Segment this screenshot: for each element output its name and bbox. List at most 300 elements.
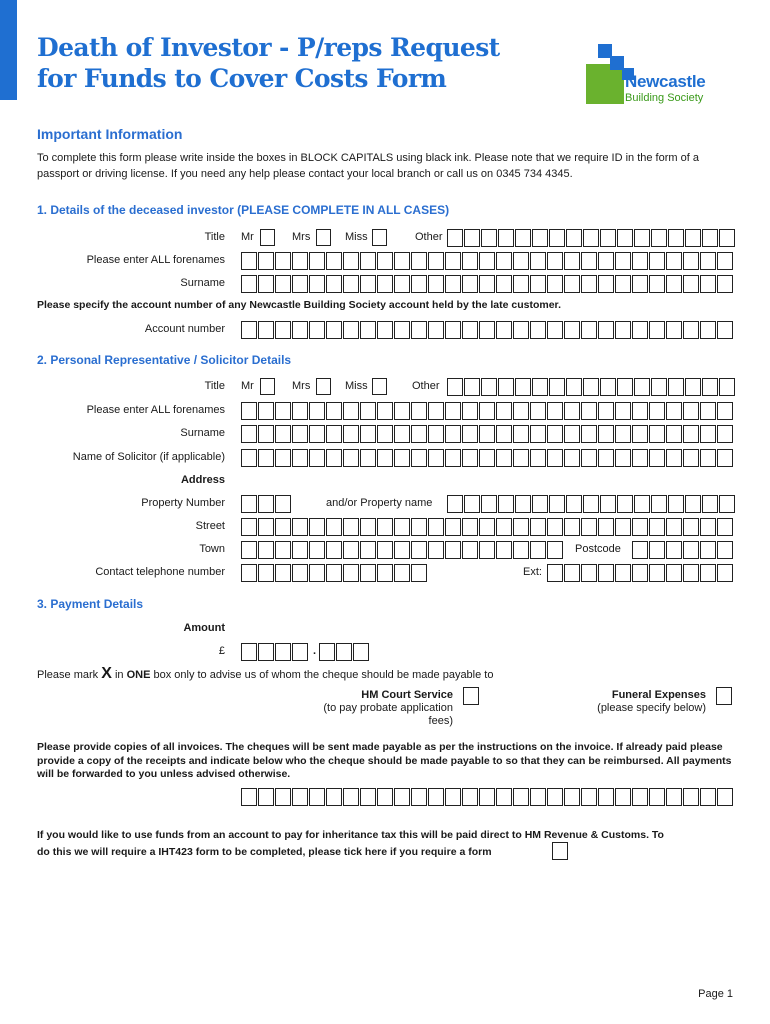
char-box[interactable] [275,321,291,339]
char-box[interactable] [683,541,699,559]
char-box[interactable] [649,425,665,443]
char-box[interactable] [377,541,393,559]
char-box[interactable] [275,402,291,420]
char-box[interactable] [496,275,512,293]
char-box[interactable] [241,425,257,443]
char-box[interactable] [394,518,410,536]
char-box[interactable] [377,321,393,339]
char-box[interactable] [258,425,274,443]
char-box[interactable] [717,541,733,559]
char-box[interactable] [353,643,369,661]
char-box[interactable] [666,425,682,443]
char-box[interactable] [326,402,342,420]
char-box[interactable] [275,425,291,443]
s1-account-field[interactable] [241,321,734,339]
char-box[interactable] [258,495,274,513]
char-box[interactable] [717,788,733,806]
char-box[interactable] [513,402,529,420]
char-box[interactable] [360,541,376,559]
s2-mr-checkbox[interactable] [260,378,275,395]
char-box[interactable] [717,321,733,339]
char-box[interactable] [700,275,716,293]
char-box[interactable] [615,402,631,420]
char-box[interactable] [343,275,359,293]
char-box[interactable] [649,402,665,420]
char-box[interactable] [479,449,495,467]
char-box[interactable] [275,252,291,270]
char-box[interactable] [666,321,682,339]
char-box[interactable] [700,321,716,339]
char-box[interactable] [326,449,342,467]
char-box[interactable] [447,229,463,247]
char-box[interactable] [717,402,733,420]
char-box[interactable] [513,321,529,339]
char-box[interactable] [462,252,478,270]
char-box[interactable] [309,788,325,806]
char-box[interactable] [496,252,512,270]
char-box[interactable] [428,425,444,443]
char-box[interactable] [634,378,650,396]
char-box[interactable] [513,788,529,806]
char-box[interactable] [481,378,497,396]
char-box[interactable] [632,425,648,443]
char-box[interactable] [445,425,461,443]
char-box[interactable] [632,788,648,806]
char-box[interactable] [343,541,359,559]
char-box[interactable] [275,564,291,582]
s2-town-field[interactable] [241,541,564,559]
char-box[interactable] [258,788,274,806]
char-box[interactable] [394,402,410,420]
char-box[interactable] [292,275,308,293]
char-box[interactable] [581,321,597,339]
char-box[interactable] [649,518,665,536]
char-box[interactable] [241,788,257,806]
char-box[interactable] [666,252,682,270]
char-box[interactable] [566,378,582,396]
char-box[interactable] [600,229,616,247]
char-box[interactable] [600,495,616,513]
char-box[interactable] [428,788,444,806]
char-box[interactable] [632,541,648,559]
char-box[interactable] [530,541,546,559]
char-box[interactable] [394,788,410,806]
char-box[interactable] [583,229,599,247]
char-box[interactable] [566,229,582,247]
char-box[interactable] [462,518,478,536]
char-box[interactable] [377,402,393,420]
char-box[interactable] [319,643,335,661]
char-box[interactable] [566,495,582,513]
char-box[interactable] [241,518,257,536]
char-box[interactable] [394,275,410,293]
funeral-checkbox[interactable] [716,687,732,705]
char-box[interactable] [532,378,548,396]
char-box[interactable] [309,402,325,420]
char-box[interactable] [700,252,716,270]
char-box[interactable] [683,252,699,270]
char-box[interactable] [292,321,308,339]
char-box[interactable] [292,425,308,443]
char-box[interactable] [394,564,410,582]
char-box[interactable] [462,321,478,339]
char-box[interactable] [309,518,325,536]
char-box[interactable] [564,564,580,582]
char-box[interactable] [666,275,682,293]
char-box[interactable] [547,788,563,806]
char-box[interactable] [683,788,699,806]
char-box[interactable] [241,564,257,582]
char-box[interactable] [258,541,274,559]
char-box[interactable] [479,541,495,559]
char-box[interactable] [343,449,359,467]
char-box[interactable] [719,378,735,396]
char-box[interactable] [462,425,478,443]
char-box[interactable] [275,518,291,536]
char-box[interactable] [377,449,393,467]
char-box[interactable] [241,252,257,270]
char-box[interactable] [513,449,529,467]
char-box[interactable] [632,564,648,582]
char-box[interactable] [241,495,257,513]
char-box[interactable] [717,564,733,582]
char-box[interactable] [394,252,410,270]
char-box[interactable] [615,564,631,582]
payee-field[interactable] [241,788,734,806]
char-box[interactable] [598,402,614,420]
char-box[interactable] [666,449,682,467]
char-box[interactable] [241,541,257,559]
s2-ext-field[interactable] [547,564,734,582]
char-box[interactable] [428,321,444,339]
char-box[interactable] [498,229,514,247]
char-box[interactable] [683,402,699,420]
char-box[interactable] [275,449,291,467]
char-box[interactable] [617,495,633,513]
char-box[interactable] [547,252,563,270]
char-box[interactable] [702,378,718,396]
char-box[interactable] [700,564,716,582]
char-box[interactable] [581,788,597,806]
char-box[interactable] [651,229,667,247]
char-box[interactable] [498,495,514,513]
char-box[interactable] [666,788,682,806]
char-box[interactable] [530,402,546,420]
char-box[interactable] [292,643,308,661]
char-box[interactable] [292,564,308,582]
char-box[interactable] [598,788,614,806]
char-box[interactable] [496,541,512,559]
char-box[interactable] [309,564,325,582]
char-box[interactable] [615,449,631,467]
char-box[interactable] [445,321,461,339]
char-box[interactable] [717,425,733,443]
char-box[interactable] [241,643,257,661]
char-box[interactable] [717,252,733,270]
char-box[interactable] [649,788,665,806]
char-box[interactable] [581,518,597,536]
char-box[interactable] [615,425,631,443]
char-box[interactable] [683,425,699,443]
char-box[interactable] [581,402,597,420]
char-box[interactable] [394,321,410,339]
char-box[interactable] [445,788,461,806]
char-box[interactable] [598,425,614,443]
char-box[interactable] [258,321,274,339]
char-box[interactable] [683,449,699,467]
char-box[interactable] [411,449,427,467]
char-box[interactable] [326,564,342,582]
char-box[interactable] [598,275,614,293]
char-box[interactable] [428,518,444,536]
char-box[interactable] [532,229,548,247]
char-box[interactable] [513,541,529,559]
char-box[interactable] [547,449,563,467]
char-box[interactable] [564,518,580,536]
char-box[interactable] [685,229,701,247]
char-box[interactable] [481,229,497,247]
char-box[interactable] [462,275,478,293]
char-box[interactable] [309,321,325,339]
char-box[interactable] [343,252,359,270]
char-box[interactable] [651,378,667,396]
char-box[interactable] [496,449,512,467]
char-box[interactable] [343,402,359,420]
char-box[interactable] [530,252,546,270]
char-box[interactable] [496,425,512,443]
char-box[interactable] [326,541,342,559]
char-box[interactable] [547,541,563,559]
char-box[interactable] [496,402,512,420]
char-box[interactable] [241,402,257,420]
char-box[interactable] [394,449,410,467]
s2-surname-field[interactable] [241,425,734,443]
char-box[interactable] [447,378,463,396]
char-box[interactable] [632,449,648,467]
char-box[interactable] [445,402,461,420]
char-box[interactable] [428,449,444,467]
char-box[interactable] [685,495,701,513]
char-box[interactable] [513,252,529,270]
char-box[interactable] [479,321,495,339]
char-box[interactable] [241,275,257,293]
char-box[interactable] [683,275,699,293]
char-box[interactable] [564,788,580,806]
char-box[interactable] [649,252,665,270]
char-box[interactable] [530,275,546,293]
char-box[interactable] [632,275,648,293]
char-box[interactable] [717,275,733,293]
char-box[interactable] [615,518,631,536]
char-box[interactable] [564,402,580,420]
char-box[interactable] [581,564,597,582]
char-box[interactable] [564,321,580,339]
char-box[interactable] [530,788,546,806]
char-box[interactable] [530,449,546,467]
char-box[interactable] [377,425,393,443]
char-box[interactable] [547,425,563,443]
char-box[interactable] [326,252,342,270]
char-box[interactable] [411,321,427,339]
char-box[interactable] [275,495,291,513]
char-box[interactable] [668,229,684,247]
char-box[interactable] [292,252,308,270]
char-box[interactable] [598,518,614,536]
char-box[interactable] [513,518,529,536]
char-box[interactable] [668,495,684,513]
char-box[interactable] [700,518,716,536]
char-box[interactable] [649,275,665,293]
char-box[interactable] [360,252,376,270]
char-box[interactable] [462,402,478,420]
char-box[interactable] [581,252,597,270]
char-box[interactable] [632,321,648,339]
char-box[interactable] [498,378,514,396]
char-box[interactable] [564,275,580,293]
char-box[interactable] [583,378,599,396]
char-box[interactable] [343,788,359,806]
char-box[interactable] [683,321,699,339]
char-box[interactable] [515,495,531,513]
char-box[interactable] [336,643,352,661]
char-box[interactable] [583,495,599,513]
char-box[interactable] [309,275,325,293]
s2-postcode-field[interactable] [632,541,734,559]
char-box[interactable] [292,449,308,467]
char-box[interactable] [530,518,546,536]
s2-mrs-checkbox[interactable] [316,378,331,395]
char-box[interactable] [700,449,716,467]
char-box[interactable] [634,495,650,513]
char-box[interactable] [700,788,716,806]
char-box[interactable] [377,275,393,293]
char-box[interactable] [513,275,529,293]
char-box[interactable] [343,321,359,339]
char-box[interactable] [683,564,699,582]
s1-miss-checkbox[interactable] [372,229,387,246]
char-box[interactable] [275,275,291,293]
s2-forenames-field[interactable] [241,402,734,420]
char-box[interactable] [360,402,376,420]
char-box[interactable] [481,495,497,513]
char-box[interactable] [394,541,410,559]
char-box[interactable] [666,518,682,536]
char-box[interactable] [581,425,597,443]
char-box[interactable] [719,495,735,513]
char-box[interactable] [464,378,480,396]
char-box[interactable] [411,425,427,443]
char-box[interactable] [632,402,648,420]
char-box[interactable] [513,425,529,443]
char-box[interactable] [702,495,718,513]
char-box[interactable] [241,449,257,467]
char-box[interactable] [309,252,325,270]
char-box[interactable] [547,321,563,339]
char-box[interactable] [547,402,563,420]
char-box[interactable] [360,564,376,582]
s1-surname-field[interactable] [241,275,734,293]
char-box[interactable] [411,564,427,582]
char-box[interactable] [428,252,444,270]
char-box[interactable] [719,229,735,247]
char-box[interactable] [428,275,444,293]
char-box[interactable] [600,378,616,396]
char-box[interactable] [532,495,548,513]
char-box[interactable] [615,252,631,270]
char-box[interactable] [617,378,633,396]
char-box[interactable] [479,788,495,806]
char-box[interactable] [343,564,359,582]
char-box[interactable] [464,229,480,247]
char-box[interactable] [343,518,359,536]
char-box[interactable] [292,788,308,806]
char-box[interactable] [411,788,427,806]
char-box[interactable] [326,518,342,536]
char-box[interactable] [462,788,478,806]
char-box[interactable] [377,788,393,806]
char-box[interactable] [581,449,597,467]
char-box[interactable] [547,564,563,582]
char-box[interactable] [615,321,631,339]
char-box[interactable] [615,788,631,806]
char-box[interactable] [649,541,665,559]
char-box[interactable] [598,321,614,339]
char-box[interactable] [496,788,512,806]
s3-amount-pounds-field[interactable] [241,643,309,661]
char-box[interactable] [700,541,716,559]
char-box[interactable] [360,518,376,536]
char-box[interactable] [292,402,308,420]
char-box[interactable] [683,518,699,536]
char-box[interactable] [666,402,682,420]
char-box[interactable] [326,788,342,806]
char-box[interactable] [326,321,342,339]
char-box[interactable] [462,449,478,467]
char-box[interactable] [615,275,631,293]
char-box[interactable] [717,449,733,467]
char-box[interactable] [309,449,325,467]
char-box[interactable] [445,252,461,270]
s2-street-field[interactable] [241,518,734,536]
char-box[interactable] [649,321,665,339]
char-box[interactable] [515,378,531,396]
char-box[interactable] [530,425,546,443]
char-box[interactable] [547,518,563,536]
char-box[interactable] [496,321,512,339]
char-box[interactable] [377,518,393,536]
char-box[interactable] [241,321,257,339]
char-box[interactable] [479,425,495,443]
char-box[interactable] [394,425,410,443]
s2-property-number-field[interactable] [241,495,292,513]
char-box[interactable] [428,402,444,420]
char-box[interactable] [685,378,701,396]
char-box[interactable] [275,788,291,806]
char-box[interactable] [258,643,274,661]
char-box[interactable] [700,425,716,443]
char-box[interactable] [666,541,682,559]
char-box[interactable] [343,425,359,443]
s1-other-field[interactable] [447,229,736,247]
char-box[interactable] [666,564,682,582]
s1-forenames-field[interactable] [241,252,734,270]
char-box[interactable] [479,275,495,293]
s2-miss-checkbox[interactable] [372,378,387,395]
char-box[interactable] [258,518,274,536]
char-box[interactable] [649,564,665,582]
char-box[interactable] [717,518,733,536]
char-box[interactable] [309,425,325,443]
